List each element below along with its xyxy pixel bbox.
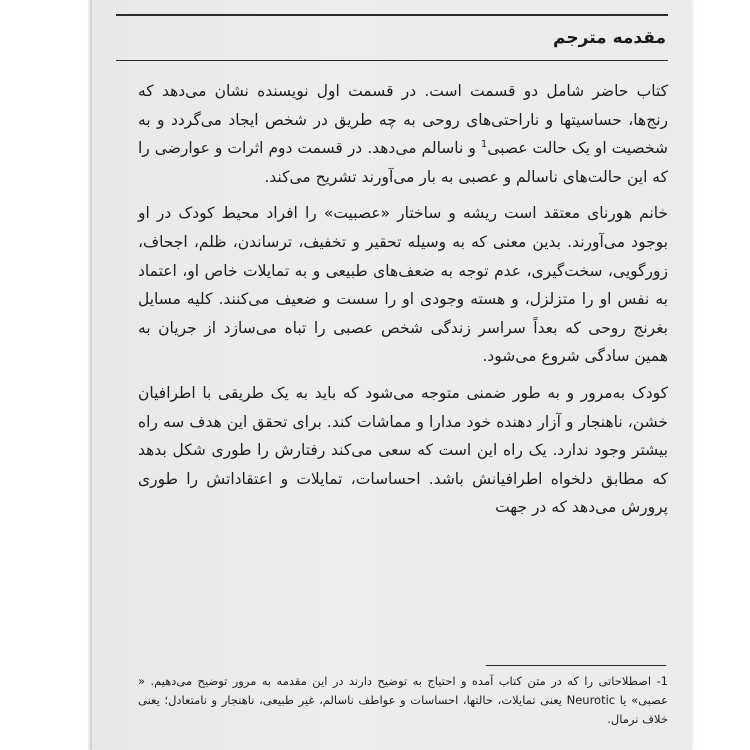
book-page (92, 0, 692, 750)
paragraph-1-text: کتاب حاضر شامل دو قسمت است. در قسمت اول نویسنده نشان می‌دهد که رنج‌ها، حساسیتها و ناراحتی‌های روحی به چه طریق در شخص ایجاد می‌گردد و به شخصیت او یک حالت عصبی (138, 82, 668, 158)
body-text (138, 77, 668, 530)
footnote-text: 1- اصطلاحاتی را که در متن کتاب آمده و احتیاج به توضیح دارند در این مقدمه به مرور توضیح می‌دهیم. « عصبی» یا Neurotic یعنی تمایلات، حالتها، احساسات و عواطف ناسالم، غیر طبیعی، ناهنجار و نامتعادل؛ یعنی خلاف نرمال. (138, 674, 668, 726)
header-top-rule (116, 14, 668, 16)
chapter-heading: مقدمه مترجم (553, 28, 666, 48)
header-bottom-rule (116, 60, 668, 61)
paragraph-3: کودک به‌مرور و به طور ضمنی متوجه می‌شود که باید به یک طریقی با اطرافیان خشن، ناهنجار و آزار دهنده خود مدارا و مماشات کند. برای تحقق این هدف سه راه بیشتر وجود ندارد. یک راه این است که سعی می‌کند رفتارش را طوری شکل بدهد که مطابق دلخواه اطرافیانش باشد. احساسات، تمایلات و اعتقاداتش را طوری پرورش می‌دهد که در جهت (138, 383, 668, 517)
footnote-divider (486, 665, 666, 666)
paragraph-1 (138, 77, 668, 191)
footnote-marker: 1 (480, 139, 488, 151)
paragraph-1-text-continued: و ناسالم می‌دهد. در قسمت دوم اثرات و عوارضی را که این حالت‌های ناسالم و عصبی به بار می‌آورند تشریح می‌کند. (138, 139, 668, 186)
paragraph-2: خانم هورنای معتقد است ریشه و ساختار «عصبیت» را افراد محیط کودک در او بوجود می‌آورند. بدین معنی که به وسیله تحقیر و تخفیف، ترساندن، ظلم، اجحاف، زورگویی، سخت‌گیری، عدم توجه به ضعف‌های طبیعی و به تمایلات خاص او، اعتماد به نفس او را متزلزل، و هسته وجودی او را سست و ضعیف می‌کنند. کلیه مسایل بغرنج روحی که بعداً سراسر زندگی شخص عصبی را تباه می‌سازد از جریان به همین سادگی شروع می‌شود. (138, 204, 668, 366)
